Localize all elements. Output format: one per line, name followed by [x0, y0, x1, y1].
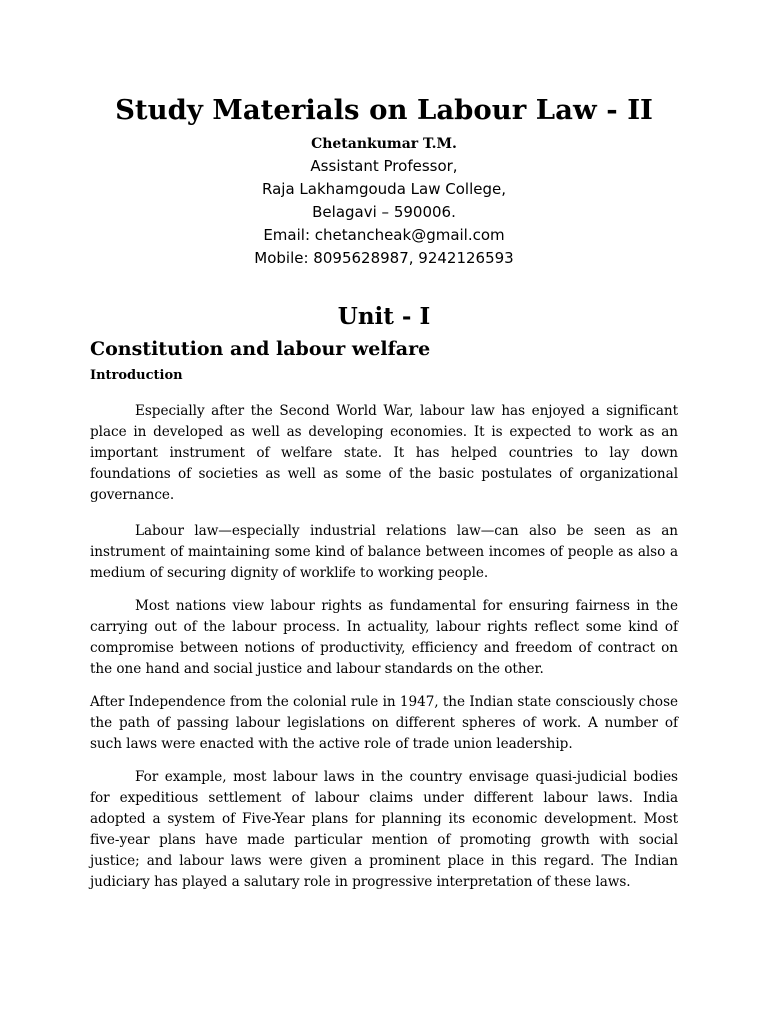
paragraph: Labour law—especially industrial relations law—can also be seen as an instrument of maintaining some kind of balance between incomes of people as also a medium of securing dignity of worklife to working people.	[90, 523, 678, 581]
section-heading: Constitution and labour welfare	[90, 338, 431, 360]
document-page	[90, 88, 678, 893]
author-mobile: Mobile: 8095628987, 9242126593	[254, 249, 514, 267]
unit-heading: Unit - I	[337, 303, 431, 330]
author-email: Email: chetancheak@gmail.com	[263, 226, 505, 244]
paragraph: After Independence from the colonial rule in 1947, the Indian state consciously chose the path of passing labour legislations on different spheres of work. A number of such laws were enacted with the active role of trade union leadership.	[90, 694, 678, 752]
document-title: Study Materials on Labour Law - II	[115, 94, 653, 126]
author-block	[90, 133, 678, 270]
sub-heading: Introduction	[90, 368, 183, 383]
paragraph: For example, most labour laws in the country envisage quasi-judicial bodies for expeditious settlement of labour claims under different labour laws. India adopted a system of Five-Year plans for planning its economic development. Most five-year plans have made particular mention of promoting growth with social justice; and labour laws were given a prominent place in this regard. The Indian judiciary has played a salutary role in progressive interpretation of these laws.	[90, 769, 678, 890]
author-institution: Raja Lakhamgouda Law College,	[262, 180, 506, 198]
paragraph: Especially after the Second World War, labour law has enjoyed a significant place in developed as well as developing economies. It is expected to work as an important instrument of welfare state. It has helped countries to lay down foundations of societies as well as some of the basic postulates of organizational governance.	[90, 403, 678, 503]
author-position: Assistant Professor,	[310, 157, 458, 175]
author-address: Belagavi – 590006.	[312, 203, 456, 221]
author-name: Chetankumar T.M.	[311, 136, 457, 152]
paragraph: Most nations view labour rights as fundamental for ensuring fairness in the carrying out of the labour process. In actuality, labour rights reflect some kind of compromise between notions of productivity, efficiency and freedom of contract on the one hand and social justice and labour standards on the other.	[90, 598, 678, 677]
